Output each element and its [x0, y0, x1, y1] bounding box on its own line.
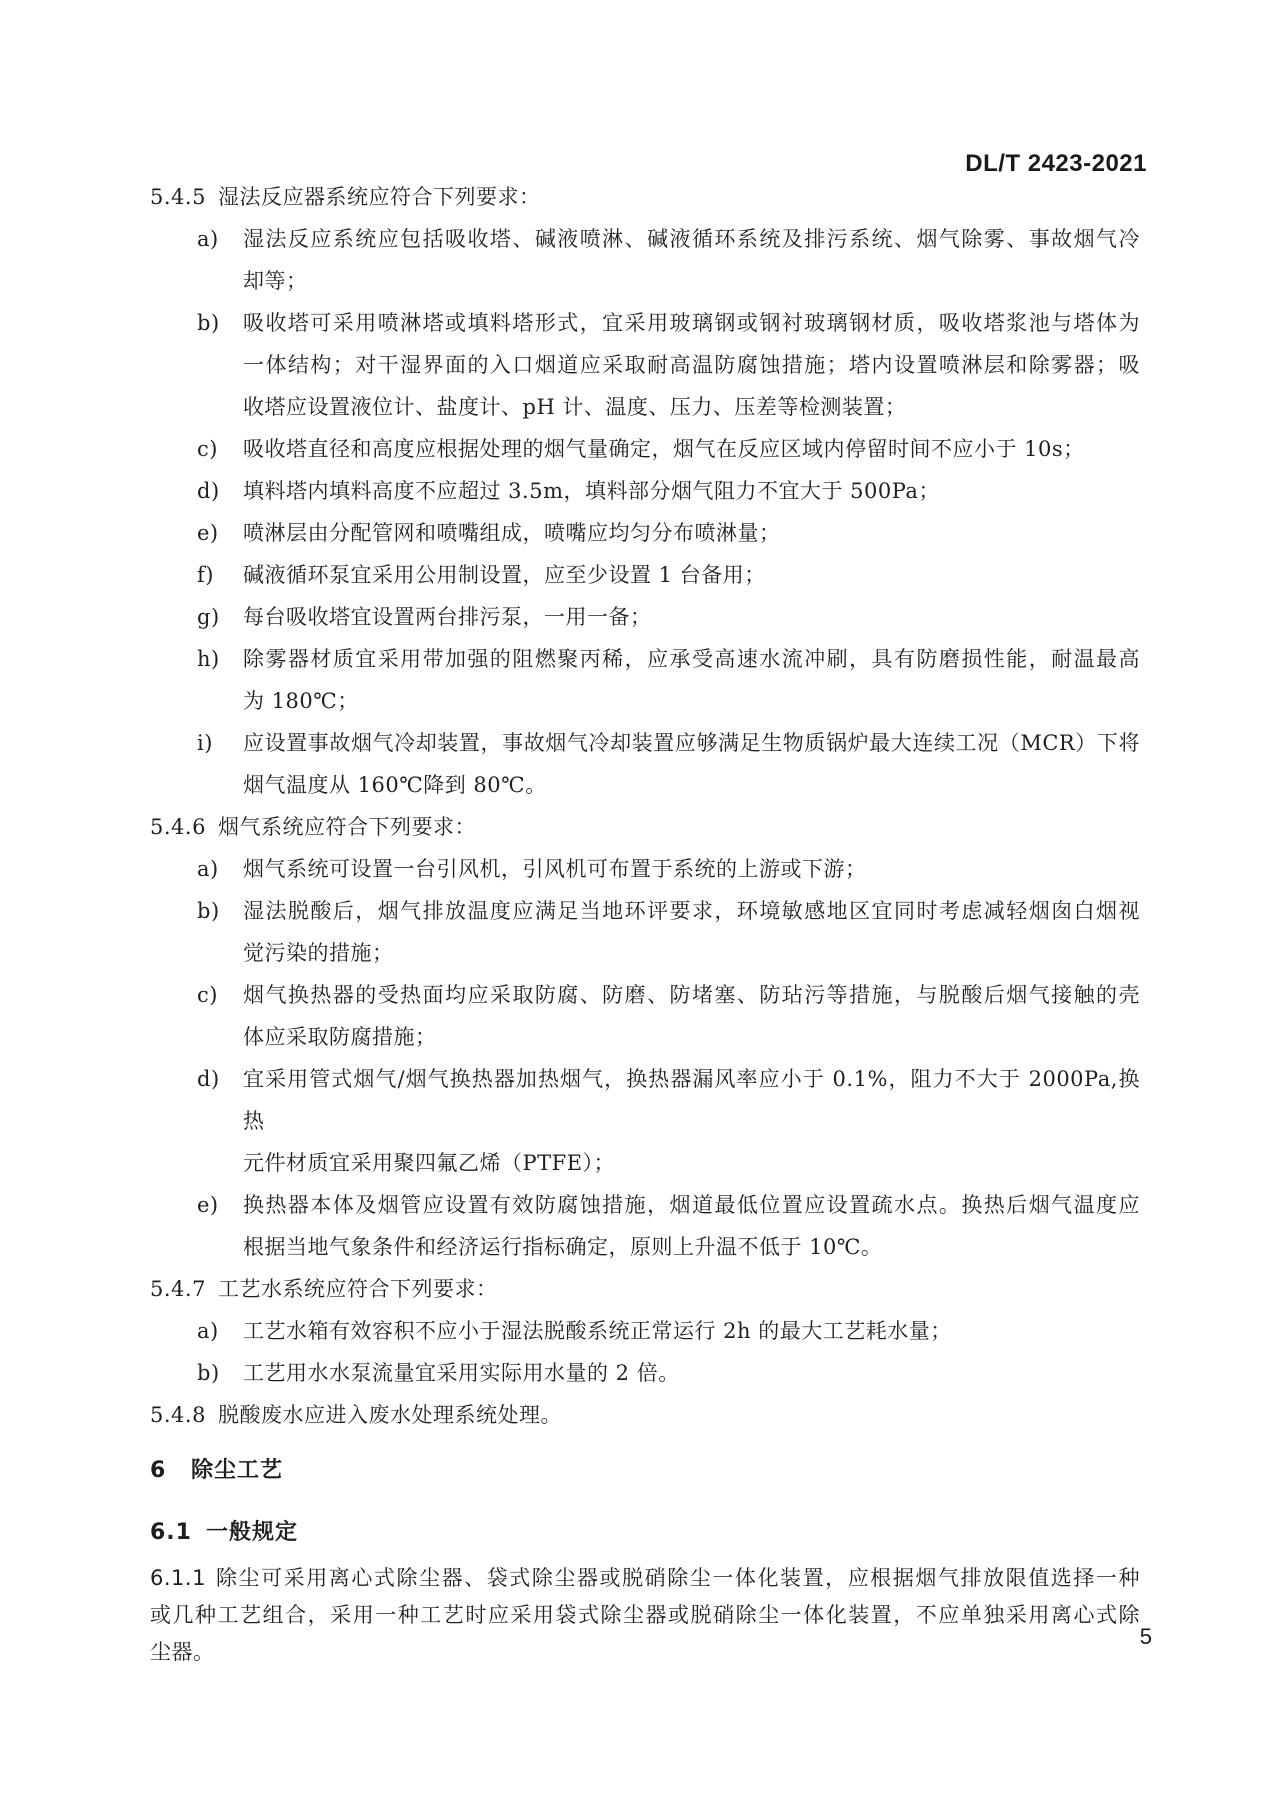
clause-heading: [150, 176, 1140, 218]
line-text: 喷淋层由分配管网和喷嘴组成，喷嘴应均匀分布喷淋量；: [243, 521, 781, 545]
list-item: [150, 428, 1140, 470]
line-text: 湿法反应器系统应符合下列要求：: [218, 185, 541, 209]
list-item-continuation: [150, 1226, 1140, 1268]
paragraph-line: [150, 1634, 1140, 1671]
item-letter: b): [197, 311, 220, 335]
clause-heading: [150, 806, 1140, 848]
item-letter: i): [197, 731, 213, 755]
list-item-continuation: [150, 1142, 1140, 1184]
list-item-continuation: [150, 1016, 1140, 1058]
clause-number: 6.1: [150, 1520, 192, 1545]
item-letter: b): [197, 1361, 220, 1385]
line-text: 除尘工艺: [191, 1458, 284, 1483]
clause-number: 5.4.6: [150, 815, 206, 839]
list-item: [150, 554, 1140, 596]
list-item: [150, 1184, 1140, 1226]
item-letter: d): [197, 479, 220, 503]
list-item-continuation: [150, 932, 1140, 974]
list-item-continuation: [150, 680, 1140, 722]
item-letter: g): [197, 605, 220, 629]
item-letter: a): [197, 227, 219, 251]
line-text: 一般规定: [206, 1520, 299, 1545]
line-text: 烟气系统可设置一台引风机，引风机可布置于系统的上游或下游；: [243, 857, 867, 881]
line-text: 脱酸废水应进入废水处理系统处理。: [218, 1403, 562, 1427]
item-letter: e): [197, 1193, 219, 1217]
line-text: 尘器。: [150, 1640, 215, 1664]
line-text: 工艺用水水泵流量宜采用实际用水量的 2 倍。: [243, 1361, 680, 1385]
paragraph-line: [150, 1597, 1140, 1634]
item-letter: c): [197, 437, 218, 461]
line-text: 吸收塔直径和高度应根据处理的烟气量确定，烟气在反应区域内停留时间不应小于 10s；: [243, 437, 1085, 461]
list-item: [150, 890, 1140, 932]
line-text: 应设置事故烟气冷却装置，事故烟气冷却装置应够满足生物质锅炉最大连续工况（MCR）下将: [243, 731, 1140, 755]
line-text: 烟气换热器的受热面均应采取防腐、防磨、防堵塞、防玷污等措施，与脱酸后烟气接触的壳: [243, 983, 1140, 1007]
clause-heading: [150, 1268, 1140, 1310]
item-letter: c): [197, 983, 218, 1007]
clause-number: 5.4.5: [150, 185, 206, 209]
line-text: 烟气温度从 160℃降到 80℃。: [243, 773, 547, 797]
line-text: 元件材质宜采用聚四氟乙烯（PTFE）；: [243, 1151, 616, 1175]
list-item: [150, 638, 1140, 680]
clause-number: 6.1.1: [150, 1566, 206, 1590]
line-text: 却等；: [243, 269, 308, 293]
line-text: 根据当地气象条件和经济运行指标确定，原则上升温不低于 10℃。: [243, 1235, 883, 1259]
list-item: [150, 302, 1140, 344]
list-item-continuation: [150, 386, 1140, 428]
line-text: 湿法反应系统应包括吸收塔、碱液喷淋、碱液循环系统及排污系统、烟气除雾、事故烟气冷: [243, 227, 1140, 251]
line-text: 一体结构；对干湿界面的入口烟道应采取耐高温防腐蚀措施；塔内设置喷淋层和除雾器；吸: [243, 353, 1140, 377]
page-number: 5: [1139, 1624, 1152, 1649]
line-text: 换热器本体及烟管应设置有效防腐蚀措施，烟道最低位置应设置疏水点。换热后烟气温度应: [243, 1193, 1140, 1217]
list-item: [150, 512, 1140, 554]
line-text: 工艺水系统应符合下列要求：: [218, 1277, 498, 1301]
line-text: 体应采取防腐措施；: [243, 1025, 437, 1049]
item-letter: e): [197, 521, 219, 545]
list-item: [150, 1352, 1140, 1394]
document-body: [150, 176, 1140, 1671]
list-item: [150, 596, 1140, 638]
clause-heading: [150, 1394, 1140, 1436]
line-text: 宜采用管式烟气/烟气换热器加热烟气，换热器漏风率应小于 0.1%，阻力不大于 2000Pa,换热: [243, 1067, 1140, 1133]
line-text: 烟气系统应符合下列要求：: [218, 815, 476, 839]
item-letter: b): [197, 899, 220, 923]
list-item: [150, 848, 1140, 890]
line-text: 收塔应设置液位计、盐度计、pH 计、温度、压力、压差等检测装置；: [243, 395, 907, 419]
item-letter: d): [197, 1067, 220, 1091]
line-text: 每台吸收塔宜设置两台排污泵，一用一备；: [243, 605, 652, 629]
item-letter: a): [197, 857, 219, 881]
clause-number: 5.4.8: [150, 1403, 206, 1427]
paragraph-line: [150, 1560, 1140, 1597]
list-item: [150, 722, 1140, 764]
chapter-heading: [150, 1450, 1140, 1492]
line-text: 吸收塔可采用喷淋塔或填料塔形式，宜采用玻璃钢或钢衬玻璃钢材质，吸收塔浆池与塔体为: [243, 311, 1140, 335]
list-item: [150, 1310, 1140, 1352]
list-item-continuation: [150, 764, 1140, 806]
line-text: 湿法脱酸后，烟气排放温度应满足当地环评要求，环境敏感地区宜同时考虑减轻烟囱白烟视: [243, 899, 1140, 923]
line-text: 除尘可采用离心式除尘器、袋式除尘器或脱硝除尘一体化装置，应根据烟气排放限值选择一种: [216, 1566, 1140, 1590]
line-text: 为 180℃；: [243, 689, 359, 713]
line-text: 或几种工艺组合，采用一种工艺时应采用袋式除尘器或脱硝除尘一体化装置，不应单独采用离心式除: [150, 1603, 1140, 1627]
section-heading: [150, 1512, 1140, 1554]
item-letter: f): [197, 563, 214, 587]
item-letter: h): [197, 647, 220, 671]
list-item-continuation: [150, 344, 1140, 386]
standard-number-header: DL/T 2423-2021: [965, 150, 1147, 177]
item-letter: a): [197, 1319, 219, 1343]
line-text: 工艺水箱有效容积不应小于湿法脱酸系统正常运行 2h 的最大工艺耗水量；: [243, 1319, 952, 1343]
line-text: 填料塔内填料高度不应超过 3.5m，填料部分烟气阻力不宜大于 500Pa；: [243, 479, 940, 503]
list-item: [150, 1058, 1140, 1142]
list-item: [150, 470, 1140, 512]
line-text: 觉污染的措施；: [243, 941, 394, 965]
clause-number: 6: [150, 1458, 167, 1483]
line-text: 除雾器材质宜采用带加强的阻燃聚丙稀，应承受高速水流冲刷，具有防磨损性能，耐温最高: [243, 647, 1140, 671]
clause-number: 5.4.7: [150, 1277, 206, 1301]
list-item-continuation: [150, 260, 1140, 302]
line-text: 碱液循环泵宜采用公用制设置，应至少设置 1 台备用；: [243, 563, 766, 587]
list-item: [150, 974, 1140, 1016]
list-item: [150, 218, 1140, 260]
